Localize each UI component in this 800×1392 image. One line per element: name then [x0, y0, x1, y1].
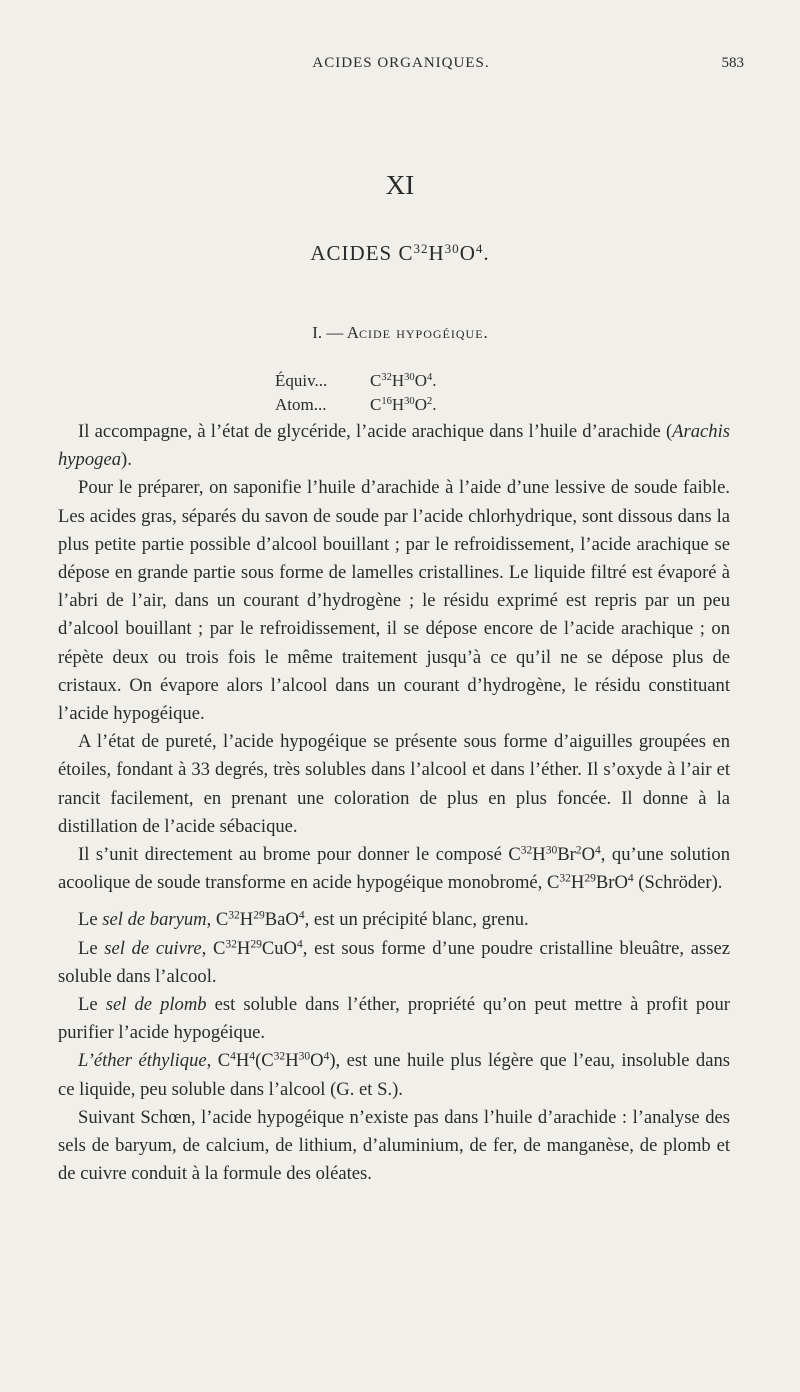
paragraph-occurrence: Il accompagne, à l’état de glycéride, l’acide arachique dans l’huile d’arachide (Arachis hypogea). [58, 421, 730, 471]
formula-label: Équiv... [275, 371, 328, 390]
subsection-title: I. — Acide hypogéique. [312, 323, 488, 342]
paragraph-preparation: Pour le préparer, on saponifie l’huile d’arachide à l’aide d’une lessive de soude faible. Les acides gras, séparés du savon de soude par l’acide chlorhydrique, sont dissous dans la plus petite partie possible d’alcool bouillant ; par le refroidissement, l’acide arachique se dépose en grande partie sous forme de lamelles cristallines. Le liquide filtré est évaporé à l’abri de l’air, dans un courant d’hydrogène ; le résidu exprimé est repris par un peu d’alcool bouillant ; par le refroidissement, il se dépose encore de l’acide arachique ; on répète deux ou trois fois le même traitement jusqu’à ce qu’il ne se dépose plus de cristaux. On évapore alors l’alcool dans un courant d’hydrogène, le résidu constituant l’acide hypogéique. [58, 477, 730, 725]
paragraph-bromine: Il s’unit directement au brome pour donner le composé $C^{32}H^{30}Br^2O^4$, qu’une solution acoolique de soude transforme en acide hypogéique monobromé, $C^{32}H^{29}BrO^4$ (Schröder). [58, 844, 730, 894]
paragraph-ethyl-ether: L’éther éthylique, $C^4H^4(C^{32}H^{30}O^4)$, est une huile plus légère que l’eau, insoluble dans ce liquide, peu soluble dans l’alcool (G. et S.). [58, 1050, 731, 1100]
paragraph-properties: A l’état de pureté, l’acide hypogéique se présente sous forme d’aiguilles groupées en étoiles, fondant à 33 degrés, très solubles dans l’alcool et dans l’éther. Il s’oxyde à l’air et rancit facilement, en prenant une coloration de plus en plus foncée. Il donne à la distillation de l’acide sébacique. [58, 731, 730, 837]
page-number: 583 [721, 55, 744, 71]
paragraph-copper-salt: Le sel de cuivre, $C^{32}H^{29}CuO^4$, est sous forme d’une poudre cristalline bleuâtre, assez soluble dans l’alcool. [58, 937, 730, 987]
paragraph-barium-salt: Le sel de baryum, $C^{32}H^{29}BaO^4$, est un précipité blanc, grenu. [78, 909, 529, 931]
section-number: XI [385, 170, 415, 200]
formula-value: $C^{16}H^{30}O^2$. [370, 395, 437, 414]
body-text [58, 418, 730, 1188]
paragraph-lead-salt: Le sel de plomb est soluble dans l’éther, propriété qu’on peut mettre à profit pour purifier l’acide hypogéique. [58, 994, 730, 1044]
formula-value: $C^{32}H^{30}O^4$. [370, 371, 437, 390]
running-head [58, 55, 744, 77]
formula-block [0, 369, 800, 417]
chapter-title: ACIDES $C^{32}H^{30}O^4$. [310, 240, 490, 265]
running-head-title: ACIDES ORGANIQUES. [312, 55, 490, 71]
paragraph-schoen: Suivant Schœn, l’acide hypogéique n’existe pas dans l’huile d’arachide : l’analyse des sels de baryum, de calcium, de lithium, d’aluminium, de fer, de manganèse, de plomb et de cuivre conduit à la formule des oléates. [58, 1106, 730, 1185]
formula-equiv [0, 369, 800, 393]
formula-atom [0, 393, 800, 417]
formula-label: Atom... [275, 395, 327, 414]
